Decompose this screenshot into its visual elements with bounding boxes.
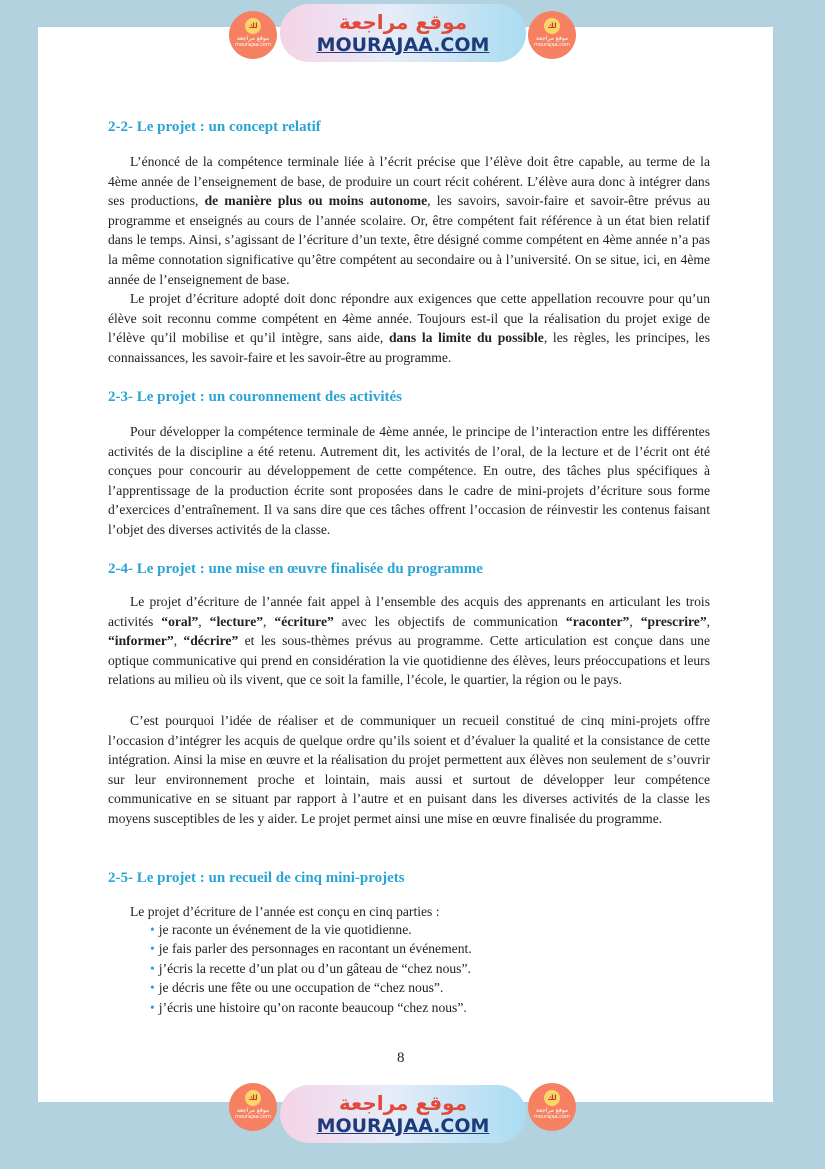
site-banner-top[interactable]: [280, 4, 526, 62]
badge-title: موقع مراجعة: [236, 35, 270, 42]
logo-icon: لك: [544, 18, 560, 34]
paragraph: Pour développer la compétence terminale de 4ème année, le principe de l’interaction entre les différentes activités de la discipline a été retenu. Autrement dit, les activités de l’oral, de la lecture et de l’écrit ont été conçues pour concourir au développement de cette compétence. En outre, des tâches plus spécifiques à l’apprentissage de la production écrite sont proposées dans le cadre de mini-projets d’écriture sous forme d’exercices d’entraînement. Il va sans dire que ces tâches offrent l’occasion de réinvestir les contenus faisant l’objet des diverses activités de la classe.: [108, 424, 710, 537]
badge-url: mourajaa.com: [234, 42, 271, 48]
page-number: 8: [397, 1050, 405, 1066]
paragraph: C’est pourquoi l’idée de réaliser et de communiquer un recueil constitué de cinq mini-projets offre l’occasion d’intégrer les acquis de quelque ordre qu’ils soient et d’évaluer la qualité et la consistance de cette intégration. Ainsi la mise en œuvre et la réalisation du projet permettent aux élèves non seulement de s’ouvrir sur leur environnement proche et lointain, mais aussi et surtout de développer leur compétence communicative en se situant par rapport à l’autre et en puisant dans les diverses activités de la classe les moyens susceptibles de les y aider. Le projet permet ainsi une mise en œuvre finalisée du programme.: [108, 713, 710, 826]
banner-arabic-title: موقع مراجعة: [338, 10, 468, 34]
list-item: • j’écris la recette d’un plat ou d’un gâteau de “chez nous”.: [150, 960, 471, 976]
list-item: • je raconte un événement de la vie quotidienne.: [150, 922, 412, 937]
site-logo-badge[interactable]: [229, 1083, 277, 1131]
paragraph: Le projet d’écriture de l’année fait appel à l’ensemble des acquis des apprenants en articulant les trois activités “oral”, “lecture”, “écriture” avec les objectifs de communication “raconter”, “prescrire”, “informer”, “décrire” et les sous-thèmes prévus au programme. Cette articulation est conçue dans une optique communicative qui prend en considération la vie quotidienne des élèves, leurs préoccupations et leurs relations au milieu où ils vivent, que ce soit la famille, l’école, le quartier, la région ou le pays.: [108, 594, 711, 688]
badge-title: موقع مراجعة: [535, 1107, 569, 1114]
logo-icon: لك: [245, 18, 261, 34]
list-intro: Le projet d’écriture de l’année est conçu en cinq parties :: [130, 904, 440, 919]
logo-icon: لك: [245, 1090, 261, 1106]
list-item: • je fais parler des personnages en racontant un événement.: [150, 941, 472, 957]
site-logo-badge[interactable]: [528, 1083, 576, 1131]
bullet-icon: •: [150, 980, 155, 996]
bullet-icon: •: [150, 999, 155, 1015]
banner-site-link[interactable]: MOURAJAA.COM: [316, 34, 490, 56]
bullet-icon: •: [150, 941, 155, 957]
bullet-icon: •: [150, 922, 155, 937]
list-item: • je décris une fête ou une occupation de “chez nous”.: [150, 980, 444, 996]
section-heading-2-3: 2-3- Le projet : un couronnement des activités: [108, 389, 402, 405]
site-banner-bottom[interactable]: [280, 1085, 526, 1143]
bullet-icon: •: [150, 960, 155, 976]
banner-arabic-title: موقع مراجعة: [338, 1091, 468, 1115]
site-logo-badge[interactable]: [528, 11, 576, 59]
banner-site-link[interactable]: MOURAJAA.COM: [316, 1115, 490, 1137]
list-item: • j’écris une histoire qu’on raconte beaucoup “chez nous”.: [150, 999, 467, 1015]
paragraph: L’énoncé de la compétence terminale liée à l’écrit précise que l’élève doit être capable, au terme de la 4ème année de l’enseignement de base, de produire un court récit cohérent. L’élève aura donc à intégrer dans ses productions, de manière plus ou moins autonome, les savoirs, savoir-faire et savoir-être prévus au programme et enseignés au cours de l’année scolaire. Or, être compétent fait référence à un état bien relatif dans le temps. Ainsi, s’agissant de l’écriture d’un texte, être désigné comme compétent en 4ème année n’a pas la même connotation significative qu’être compétent au secondaire ou à l’université. On se situe, ici, en 4ème année de l’enseignement de base.: [108, 154, 711, 287]
paragraph: Le projet d’écriture adopté doit donc répondre aux exigences que cette appellation recouvre pour qu’un élève soit reconnu comme compétent en 4ème année. Toujours est-il que la réalisation du projet exige de l’élève qu’il mobilise et qu’il intègre, sans aide, dans la limite du possible, les règles, les principes, les connaissances, les savoir-faire et les savoir-être au programme.: [108, 291, 710, 365]
section-heading-2-2: 2-2- Le projet : un concept relatif: [108, 119, 321, 135]
section-heading-2-5: 2-5- Le projet : un recueil de cinq mini-projets: [108, 870, 405, 886]
badge-title: موقع مراجعة: [535, 35, 569, 42]
badge-url: mourajaa.com: [533, 42, 570, 48]
section-heading-2-4: 2-4- Le projet : une mise en œuvre finalisée du programme: [108, 561, 483, 577]
badge-url: mourajaa.com: [234, 1114, 271, 1120]
site-logo-badge[interactable]: [229, 11, 277, 59]
badge-title: موقع مراجعة: [236, 1107, 270, 1114]
mini-projects-list: [150, 920, 472, 1017]
logo-icon: لك: [544, 1090, 560, 1106]
badge-url: mourajaa.com: [533, 1114, 570, 1120]
